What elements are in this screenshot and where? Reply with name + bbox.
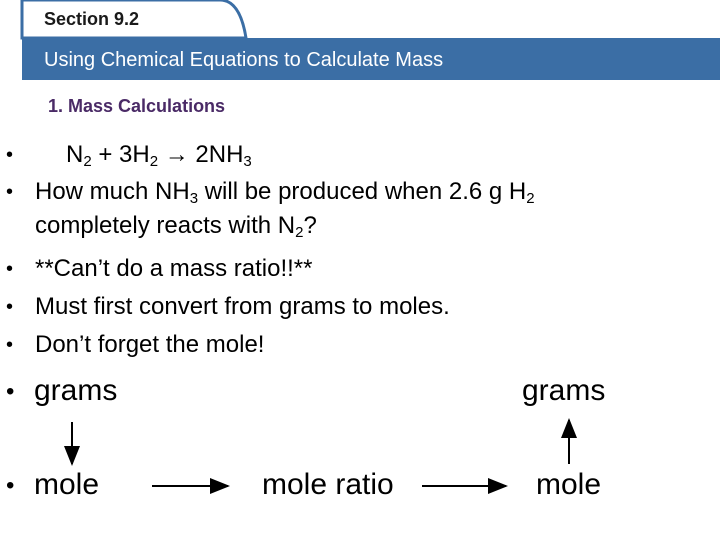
grams-left-label: grams <box>34 374 118 407</box>
question-line-1: How much $NH_3$ will be produced when 2.6 g $H_2$ <box>35 178 535 207</box>
flow-bullet-grams: • <box>6 378 15 405</box>
chemical-equation: $N_2 + 3H_2 \to 2NH_3$ <box>66 141 252 170</box>
flow-bullet-mole: • <box>6 472 15 499</box>
bullet-text: Must first convert from grams to moles. <box>35 293 450 320</box>
mole-ratio-label: mole ratio <box>262 468 394 501</box>
bullet-text: **Can’t do a mass ratio!!** <box>35 255 313 282</box>
subheading: 1. Mass Calculations <box>48 96 226 116</box>
bullet-marker: • <box>6 181 14 203</box>
mole-left-label: mole <box>34 468 100 501</box>
slide-title: Using Chemical Equations to Calculate Mass <box>44 49 444 71</box>
question-line-2: completely reacts with $N_2$? <box>35 212 317 241</box>
bullet-text: Don’t forget the mole! <box>35 331 265 358</box>
bullet-marker: • <box>6 296 14 318</box>
bullet-marker: • <box>6 144 14 166</box>
mole-right-label: mole <box>536 468 602 501</box>
section-label: Section 9.2 <box>44 9 140 29</box>
grams-right-label: grams <box>522 374 606 407</box>
bullet-marker: • <box>6 334 14 356</box>
bullet-marker: • <box>6 258 14 280</box>
